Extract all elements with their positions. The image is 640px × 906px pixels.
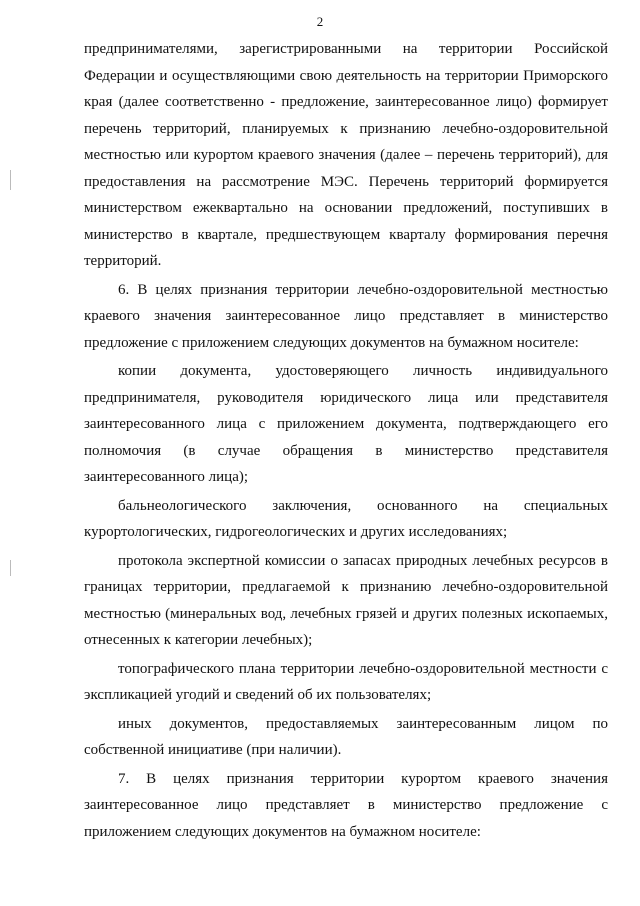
scan-margin-mark <box>10 170 11 190</box>
paragraph-item-6: 6. В целях признания территории лечебно-оздоровительной местностью краевого значения заинтересованное лицо представляет в министерство предложение с приложением следующих документов на бумажном носителе: <box>84 281 608 351</box>
paragraph-topographic-plan: топографического плана территории лечебно-оздоровительной местности с экспликацией угодий и сведений об их пользователях; <box>84 660 608 703</box>
paragraph-continuation: предпринимателями, зарегистрированными на территории Российской Федерации и осуществляющими свою деятельность на территории Приморского края (далее соответственно - предложение, заинтересованное лицо) формирует перечень территорий, планируемых к признанию лечебно-оздоровительной местностью или курортом краевого значения (далее – перечень территорий), для предоставления на рассмотрение МЭС. Перечень территорий формируется министерством ежеквартально на основании предложений, поступивших в министерство в квартале, предшествующем кварталу формирования перечня территорий. <box>84 41 608 269</box>
scan-margin-mark <box>10 560 11 576</box>
paragraph-other-docs: иных документов, предоставляемых заинтересованным лицом по собственной инициативе (при наличии). <box>84 715 608 758</box>
page-number: 2 <box>316 14 324 29</box>
paragraph-identity-docs: копии документа, удостоверяющего личность индивидуального предпринимателя, руководителя юридического лица или представителя заинтересованного лица с приложением документа, подтверждающего его полномочия (в случае обращения в министерство представителя заинтересованного лица); <box>84 363 608 485</box>
paragraph-expert-protocol: протокола экспертной комиссии о запасах природных лечебных ресурсов в границах территории, предлагаемой к признанию лечебно-оздоровительной местностью (минеральных вод, лечебных грязей и других полезных ископаемых, отнесенных к категории лечебных); <box>84 552 608 648</box>
paragraph-balneological: бальнеологического заключения, основанного на специальных курортологических, гидрогеологических и других исследованиях; <box>84 497 608 540</box>
document-body <box>84 36 608 845</box>
paragraph-item-7: 7. В целях признания территории курортом краевого значения заинтересованное лицо представляет в министерство предложение с приложением следующих документов на бумажном носителе: <box>84 770 608 840</box>
